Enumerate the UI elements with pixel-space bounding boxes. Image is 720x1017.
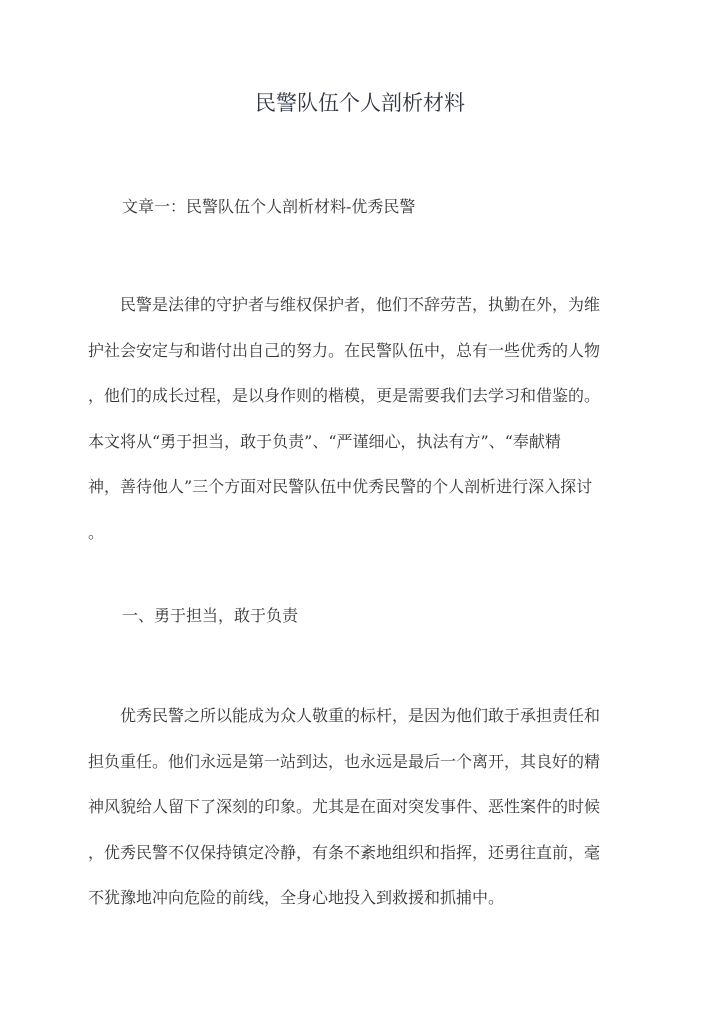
paragraph-line: 。 [88,522,105,542]
paragraph-line: 本文将从“勇于担当，敢于负责”、“严谨细心，执法有方”、“奉献精 [88,431,561,451]
paragraph-section1 [88,693,633,921]
paragraph-line: 神风貌给人留下了深刻的印象。尤其是在面对突发事件、恶性案件的时候 [88,797,601,816]
section-heading: 一、勇于担当，敢于负责 [122,606,299,625]
paragraph-line: 不犹豫地冲向危险的前线，全身心地投入到救援和抓捕中。 [88,888,505,907]
paragraph-line: 优秀民警之所以能成为众人敬重的标杆，是因为他们敢于承担责任和 [88,706,601,725]
paragraph-intro [88,282,633,555]
article-subtitle: 文章一：民警队伍个人剖析材料-优秀民警 [122,197,416,216]
paragraph-line: ，优秀民警不仅保持镇定冷静，有条不紊地组织和指挥，还勇往直前，毫 [88,842,601,862]
paragraph-line: 神，善待他人”三个方面对民警队伍中优秀民警的个人剖析进行深入探讨 [88,477,593,496]
document-title: 民警队伍个人剖析材料 [255,91,465,115]
paragraph-line: 护社会安定与和谐付出自己的努力。在民警队伍中，总有一些优秀的人物 [88,340,601,360]
paragraph-line: 担负重任。他们永远是第一站到达，也永远是最后一个离开，其良好的精 [88,751,601,771]
paragraph-line: 民警是法律的守护者与维权保护者，他们不辞劳苦，执勤在外，为维 [88,295,601,314]
paragraph-line: ，他们的成长过程，是以身作则的楷模，更是需要我们去学习和借鉴的。 [88,386,601,405]
